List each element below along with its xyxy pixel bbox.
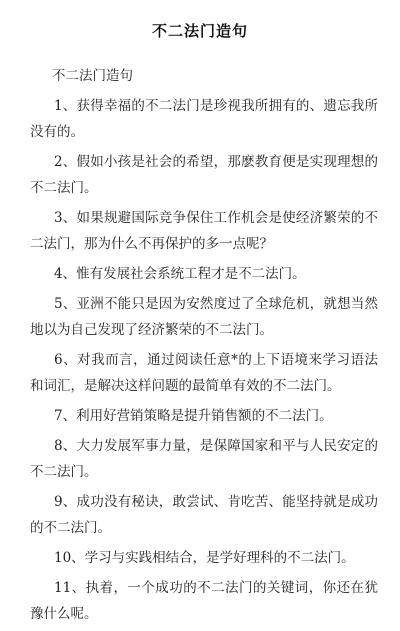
sentence-item: 5、亚洲不能只是因为安然度过了全球危机，就想当然地以为自己发现了经济繁荣的不二法门。 bbox=[30, 296, 378, 338]
sentence-item: 6、对我而言，通过阅读任意*的上下语境来学习语法和词汇，是解决这样问题的最简单有效的不二法门。 bbox=[30, 352, 378, 394]
document-subtitle: 不二法门造句 bbox=[52, 68, 133, 84]
document-title: 不二法门造句 bbox=[151, 22, 248, 40]
sentence-item: 8、大力发展军事力量，是保障国家和平与人民安定的不二法门。 bbox=[30, 438, 378, 480]
sentence-item: 10、学习与实践相结合，是学好理科的不二法门。 bbox=[54, 550, 355, 566]
sentence-item: 9、成功没有秘诀，敢尝试、肯吃苦、能坚持就是成功的不二法门。 bbox=[30, 494, 378, 536]
sentence-item: 4、惟有发展社会系统工程才是不二法门。 bbox=[54, 266, 306, 282]
sentence-item: 3、如果规避国际竞争保住工作机会是使经济繁荣的不二法门，那为什么不再保护的多一点呢？ bbox=[30, 210, 378, 252]
sentence-list bbox=[30, 93, 378, 631]
sentence-item: 11、执着，一个成功的不二法门的关键词，你还在犹豫什么呢。 bbox=[30, 580, 378, 622]
sentence-item: 1、获得幸福的不二法门是珍视我所拥有的、遗忘我所没有的。 bbox=[30, 98, 378, 140]
sentence-item: 2、假如小孩是社会的希望，那麽教育便是实现理想的不二法门。 bbox=[30, 154, 378, 196]
sentence-item: 7、利用好营销策略是提升销售额的不二法门。 bbox=[54, 408, 333, 424]
